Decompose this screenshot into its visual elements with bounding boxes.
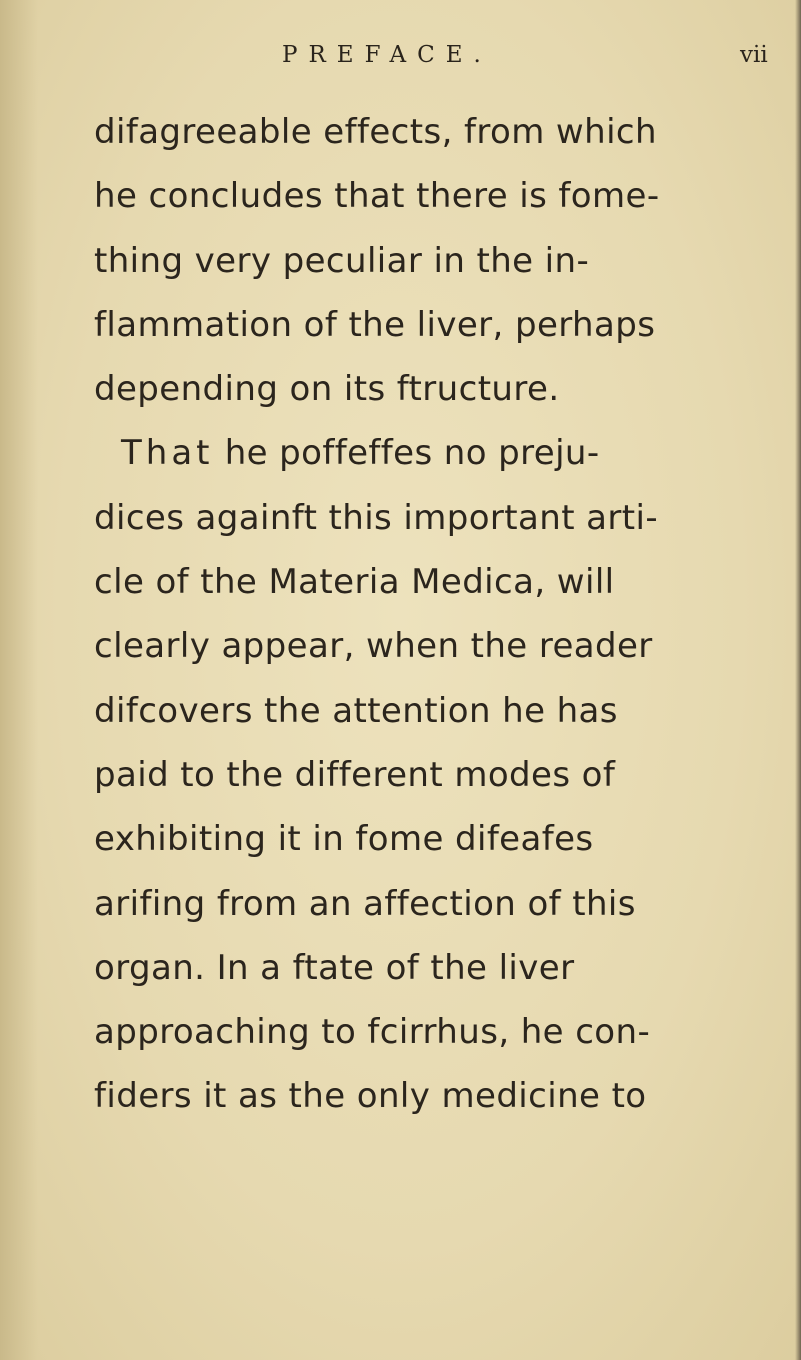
page-number: vii xyxy=(740,42,768,68)
text-line-15: approaching to fcirrhus, he con- xyxy=(94,1012,651,1053)
running-head: PREFACE. xyxy=(282,42,492,68)
text-line-2: he concludes that there is fome- xyxy=(94,176,660,217)
page-edge xyxy=(795,0,801,1360)
text-line-4: flammation of the liver, perhaps xyxy=(94,304,656,345)
text-line-9: clearly appear, when the reader xyxy=(94,626,653,667)
text-line-5: depending on its ftructure. xyxy=(94,369,560,410)
text-line-14: organ. In a ftate of the liver xyxy=(94,947,575,988)
text-line-8: cle of the Materia Medica, will xyxy=(94,562,615,603)
text-line-6-rest: he poffeffes no preju- xyxy=(224,433,600,474)
text-line-3: thing very peculiar in the in- xyxy=(94,240,590,281)
body-text xyxy=(94,100,754,1129)
text-line-13: arifing from an affection of this xyxy=(94,883,636,924)
text-line-11: paid to the different modes of xyxy=(94,754,616,795)
text-line-12: exhibiting it in fome difeafes xyxy=(94,819,594,860)
text-line-10: difcovers the attention he has xyxy=(94,690,618,731)
text-line-16: fiders it as the only medicine to xyxy=(94,1076,647,1117)
smallcaps-lead: That xyxy=(121,433,214,474)
text-line-1: difagreeable effects, from which xyxy=(94,112,657,152)
text-line-6 xyxy=(94,421,754,485)
text-line-7: dices againft this important arti- xyxy=(94,497,659,538)
page-header xyxy=(0,42,801,82)
page-gutter-shadow xyxy=(0,0,38,1360)
